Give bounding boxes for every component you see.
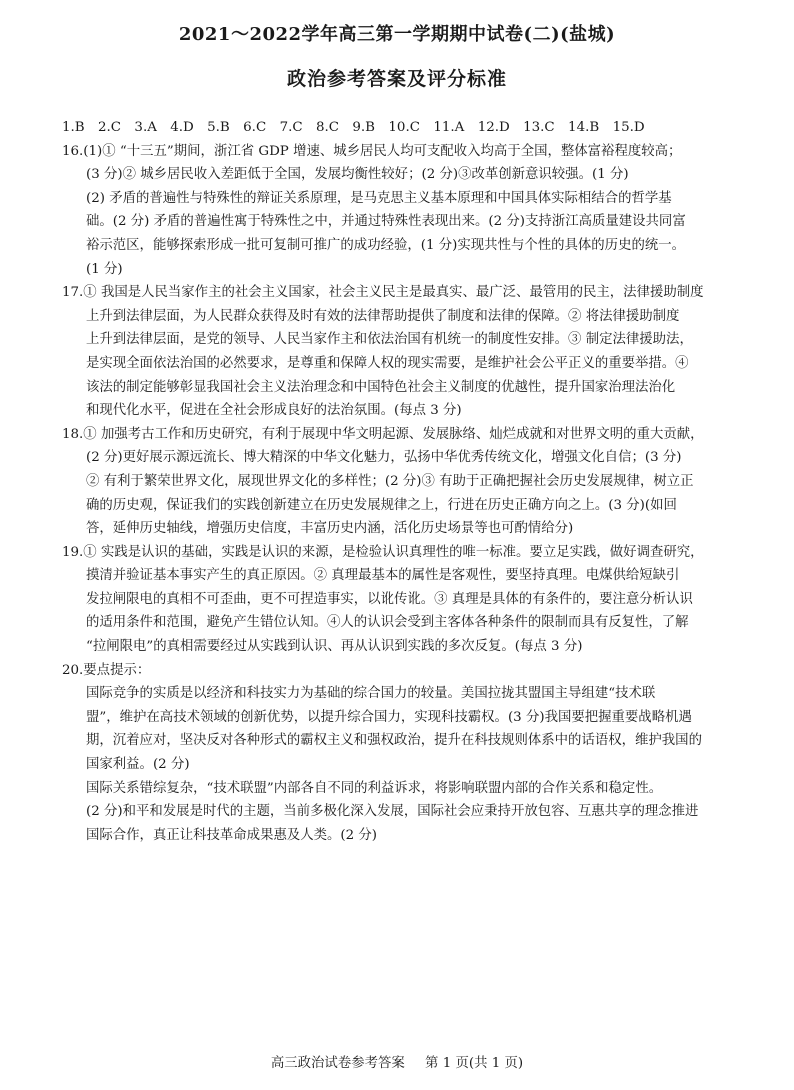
q17-line: 上升到法律层面，为人民群众获得及时有效的法律帮助提供了制度和法律的保障。② 将法律援助制度 [86, 308, 680, 324]
answer-content [62, 116, 738, 847]
question-16 [62, 140, 738, 282]
q16-line: (2) 矛盾的普遍性与特殊性的辩证关系原理，是马克思主义基本原理和中国具体实际相结合的哲学基 [86, 190, 672, 206]
q20-line: 盟”，维护在高技术领域的创新优势，以提升综合国力，实现科技霸权。(3 分)我国要把握重要战略机遇 [86, 709, 692, 725]
footer-label: 高三政治试卷参考答案 [270, 1056, 405, 1071]
q18-line: 18.① 加强考古工作和历史研究，有利于展现中华文明起源、发展脉络、灿烂成就和对世界文明的重大贡献， [62, 426, 704, 442]
q17-line: 是实现全面依法治国的必然要求，是尊重和保障人权的现实需要，是维护社会公平正义的重要举措。④ [86, 355, 689, 371]
q20-line: (2 分)和平和发展是时代的主题，当前多极化深入发展，国际社会应秉持开放包容、互惠共享的理念推进 [86, 804, 699, 820]
exam-title: 2021～2022学年高三第一学期期中试卷(二)(盐城) [178, 24, 616, 45]
q16-line: 16.(1)① “十三五”期间，浙江省 GDP 增速、城乡居民人均可支配收入均高于全国，整体富裕程度较高； [62, 143, 682, 159]
q16-line: (3 分)② 城乡居民收入差距低于全国，发展均衡性较好；(2 分)③改革创新意识较强。(1 分) [86, 167, 629, 183]
choice-answers: 1.B 2.C 3.A 4.D 5.B 6.C 7.C 8.C 9.B 10.C 11.A 12.D 13.C 14.B 15.D [62, 120, 645, 135]
q18-line: 确的历史观，保证我们的实践创新建立在历史发展规律之上，行进在历史正确方向之上。(3 分)(如回 [86, 497, 677, 513]
q20-line: 国际合作，真正让科技革命成果惠及人类。(2 分) [86, 827, 378, 843]
question-18 [62, 423, 738, 541]
q19-line: 的适用条件和范围，避免产生错位认知。④人的认识会受到主客体各种条件的限制而具有反复性，了解 [86, 615, 689, 631]
q17-line: 该法的制定能够彰显我国社会主义法治理念和中国特色社会主义制度的优越性，提升国家治理法治化 [86, 379, 676, 395]
q20-line: 国际关系错综复杂，“技术联盟”内部各自不同的利益诉求，将影响联盟内部的合作关系和稳定性。 [86, 780, 663, 796]
page-footer [0, 1052, 794, 1071]
page-number: 第 1 页(共 1 页) [425, 1056, 524, 1071]
q19-line: “拉闸限电”的真相需要经过从实践到认识、再从认识到实践的多次反复。(每点 3 分) [86, 639, 583, 655]
q18-line: 答，延伸历史轴线，增强历史信度，丰富历史内涵，活化历史场景等也可酌情给分) [86, 521, 574, 537]
question-19 [62, 541, 738, 659]
q20-intro: 20.要点提示： [62, 662, 151, 678]
q17-line: 17.① 我国是人民当家作主的社会主义国家，社会主义民主是最真实、最广泛、最管用的民主，法律援助制度 [62, 285, 704, 301]
q20-line: 国际竞争的实质是以经济和科技实力为基础的综合国力的较量。美国拉拢其盟国主导组建“技术联 [86, 686, 656, 702]
q19-line: 发拉闸限电的真相不可歪曲，更不可捏造事实，以讹传讹。③ 真理是具体的有条件的，要注意分析认识 [86, 591, 693, 607]
q19-line: 摸清并验证基本事实产生的真正原因。② 真理最基本的属性是客观性，要坚持真理。电煤供给短缺引 [86, 568, 680, 584]
q19-line: 19.① 实践是认识的基础，实践是认识的来源，是检验认识真理性的唯一标准。要立足实践，做好调查研究， [62, 544, 704, 560]
q17-line: 和现代化水平，促进在全社会形成良好的法治氛围。(每点 3 分) [86, 403, 462, 419]
q18-line: ② 有利于繁荣世界文化，展现世界文化的多样性；(2 分)③ 有助于正确把握社会历史发展规律，树立正 [86, 473, 694, 489]
q20-line: 期，沉着应对，坚决反对各种形式的霸权主义和强权政治，提升在科技规则体系中的话语权，维护我国的 [86, 733, 702, 749]
question-20 [62, 659, 738, 848]
q20-line: 国家利益。(2 分) [86, 757, 190, 773]
q17-line: 上升到法律层面，是党的领导、人民当家作主和依法治国有机统一的制度性安排。③ 制定法律援助法， [86, 332, 693, 348]
question-17 [62, 281, 738, 423]
q18-line: (2 分)更好展示源远流长、博大精深的中华文化魅力，弘扬中华优秀传统文化，增强文化自信；(3 分) [86, 450, 682, 466]
answer-key-subtitle: 政治参考答案及评分标准 [286, 68, 507, 90]
q16-line: 裕示范区，能够探索形成一批可复制可推广的成功经验，(1 分)实现共性与个性的具体的历史的统一。 [86, 237, 686, 253]
q16-line: 础。(2 分) 矛盾的普遍性寓于特殊性之中，并通过特殊性表现出来。(2 分)支持浙江高质量建设共同富 [86, 214, 686, 230]
q16-line: (1 分) [86, 261, 123, 277]
